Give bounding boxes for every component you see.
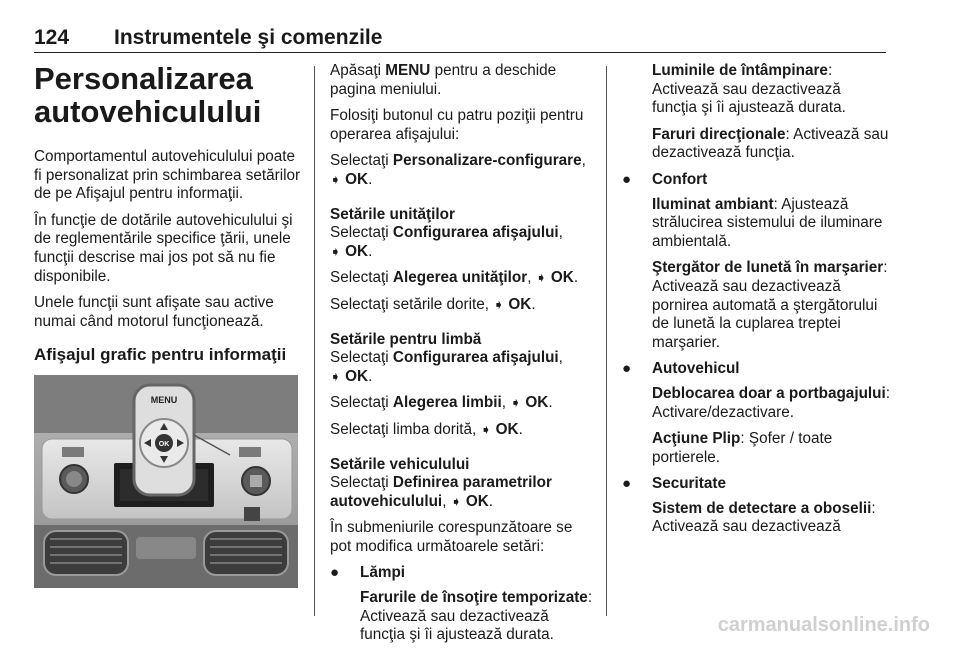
column-3: Luminile de întâmpinare: Activează sau dezactivează funcţia şi îi ajustează durata. Faruri direcţionale: Activează sau dezactivează funcţia. ● Confort Iluminat ambiant: Ajustează strălucirea sistemului de iluminare ambientală. Ştergător de lunetă în marşarier: Activează sau dezactivează pornirea automată a ştergătorului de lunetă la cuplarea treptei marşarier. ● Autovehicul Deblocarea doar a portbagajului: Activare/dezactivare. Acţiune Plip: Şofer / toate portierele. ● Securitate Sistem de detectare a oboselii: Activează sau dezactivează	[622, 62, 891, 536]
list-item: ● Securitate	[622, 475, 726, 493]
column-2	[330, 62, 595, 653]
units-settings-title: Setările unităţilor	[330, 205, 455, 223]
arrow-icon: ➧	[450, 493, 462, 509]
submenu-paragraph: În submeniurile corespunzătoare se pot modifica următoarele setări:	[330, 519, 573, 555]
column-1	[34, 62, 302, 588]
arrow-icon: ➧	[480, 421, 492, 437]
arrow-icon: ➧	[510, 395, 522, 411]
column-divider-1	[314, 66, 315, 616]
availability-paragraph: În funcţie de dotările autovehiculului şi de reglementările specifice ţării, unele funcţii descrise mai jos pot să nu fie disponibile.	[34, 211, 293, 285]
info-display-heading: Afişajul grafic pentru informaţii	[34, 345, 287, 365]
vehicle-settings-title: Setările vehiculului	[330, 455, 470, 473]
intro-paragraph: Comportamentul autovehiculului poate fi personalizat prin schimbarea setărilor de pe Afişajul pentru informaţii.	[34, 148, 301, 203]
language-settings-section: Setările pentru limbă Selectaţi Configurarea afişajului, ➧ OK. Selectaţi Alegerea limbii, ➧ OK. Selectaţi limba dorită, ➧ OK.	[330, 331, 595, 440]
list-item: ● Lămpi	[330, 564, 406, 582]
dashboard-photo	[34, 375, 298, 588]
watermark: carmanualsonline.info	[717, 614, 930, 636]
column-divider-2	[606, 66, 607, 616]
language-settings-title: Setările pentru limbă	[330, 330, 482, 348]
arrow-icon: ➧	[493, 296, 505, 312]
four-way-paragraph: Folosiţi butonul cu patru poziţii pentru operarea afişajului:	[330, 107, 584, 143]
bullet-icon: ●	[622, 475, 632, 493]
chapter-title: Instrumentele şi comenzile	[114, 26, 383, 49]
bullet-icon: ●	[622, 170, 632, 188]
arrow-icon: ➧	[330, 243, 341, 259]
menu-label: MENU	[150, 395, 178, 406]
bullet-icon: ●	[622, 360, 632, 378]
arrow-icon: ➧	[535, 270, 547, 286]
page-header	[34, 26, 886, 53]
page-number: 124	[34, 26, 70, 49]
dashboard-illustration	[34, 375, 298, 588]
section-title: Personalizarea autovehiculului	[34, 61, 262, 129]
list-item: ● Autovehicul	[622, 360, 740, 378]
units-settings-section: Setările unităţilor Selectaţi Configurarea afişajului, ➧ OK. Selectaţi Alegerea unităţilor, ➧ OK. Selectaţi setările dorite, ➧ OK.	[330, 206, 595, 315]
select-personalize: Selectaţi Personalizare-configurare, ➧ OK.	[330, 152, 586, 188]
bullet-icon: ●	[330, 564, 340, 582]
engine-note-paragraph: Unele funcţii sunt afişate sau active numai când motorul funcţionează.	[34, 294, 274, 330]
menu-paragraph: Apăsaţi MENU pentru a deschide pagina meniului.	[330, 62, 557, 98]
vehicle-settings-section: Setările vehiculului Selectaţi Definirea parametrilor autovehiculului, ➧ OK. În submeniurile corespunzătoare se pot modifica următoarele setări: ● Lămpi Farurile de însoţire temporizate: Activează sau dezactivează funcţia şi îi ajustează durata.	[330, 456, 595, 645]
arrow-icon: ➧	[330, 171, 341, 187]
arrow-icon: ➧	[330, 368, 341, 384]
ok-label: OK	[158, 441, 170, 449]
list-item: ● Confort	[622, 170, 708, 188]
